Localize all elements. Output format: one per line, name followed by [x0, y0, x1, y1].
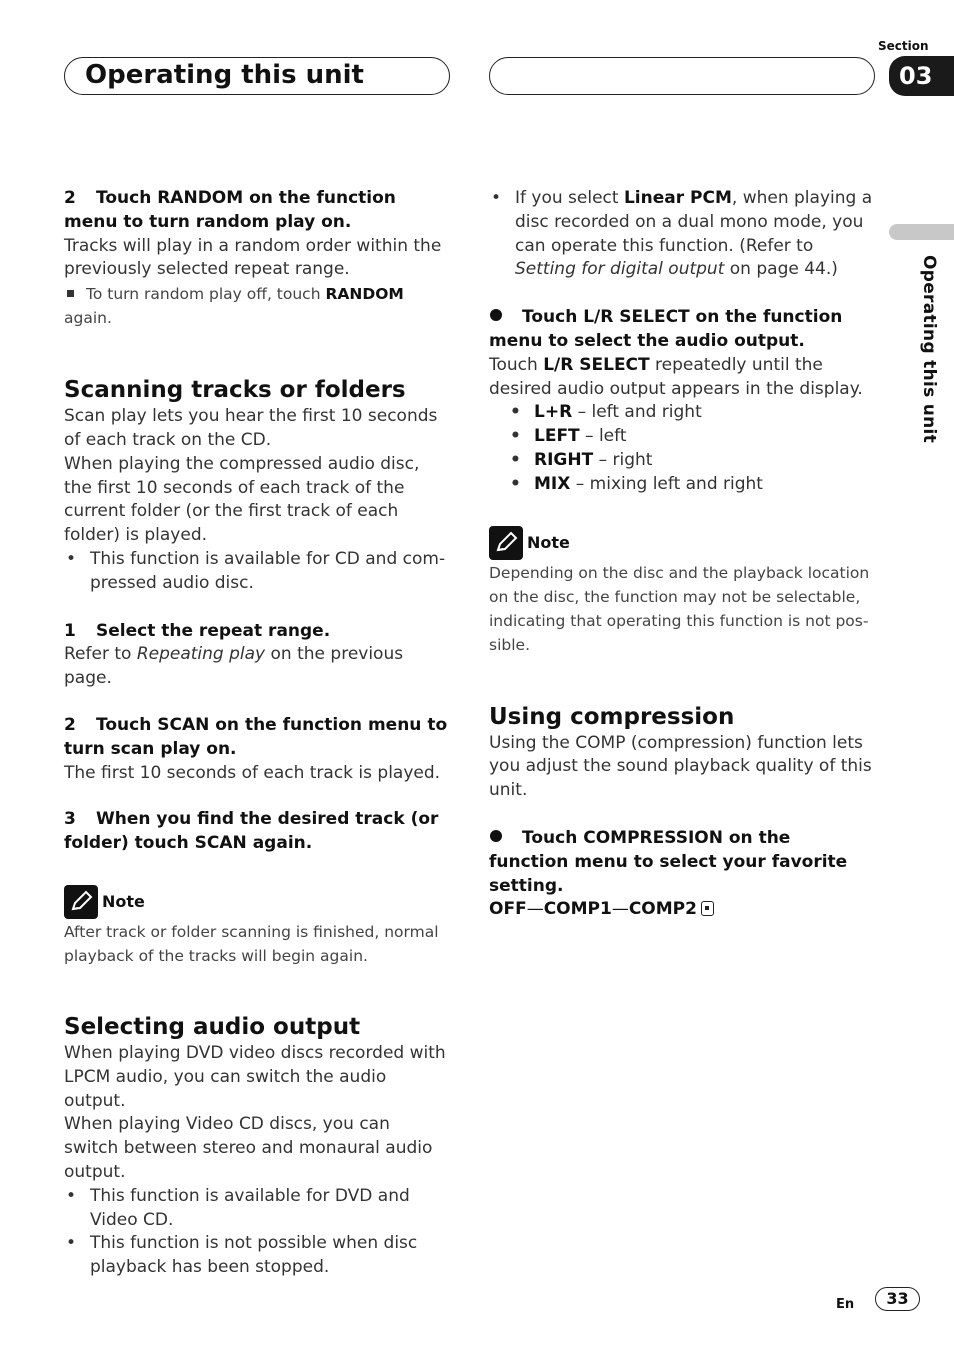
step-text: Touch RANDOM on the function menu to turn random play on. — [64, 188, 396, 232]
page-number: 33 — [875, 1287, 920, 1311]
scan-bullets — [64, 548, 448, 596]
step-text: When you find the desired track (or folder) touch SCAN again. — [64, 809, 439, 854]
step-number: 3 — [64, 809, 76, 830]
list-item: • LEFT – left — [489, 425, 873, 449]
note-label: Note — [527, 532, 570, 552]
list-item: • This function is available for DVD and Video CD. — [64, 1185, 448, 1233]
step-compression — [489, 827, 873, 898]
audio-bullets — [64, 1185, 448, 1280]
scan-paragraph-1: Scan play lets you hear the first 10 seconds of each track on the CD. — [64, 406, 438, 450]
audio-paragraph-2: When playing Video CD discs, you can switch between stereo and monaural audio output. — [64, 1114, 433, 1182]
scan-on-description: The first 10 seconds of each track is played. — [64, 762, 441, 783]
compression-heading: Using compression — [489, 703, 735, 730]
lpcm-bullets — [489, 187, 873, 282]
title-banner — [64, 57, 450, 95]
step-number: 2 — [64, 714, 76, 735]
section-number-badge: 03 — [889, 56, 954, 96]
step-scan-again — [64, 808, 448, 856]
list-item: • This function is not possible when disc playback has been stopped. — [64, 1232, 448, 1280]
section-label: Section — [878, 39, 929, 53]
step-random — [64, 187, 448, 235]
lr-description: Touch L/R SELECT repeatedly until the desired audio output appears in the display. — [489, 354, 863, 399]
pencil-note-icon — [489, 526, 523, 560]
audio-output-heading: Selecting audio output — [64, 1013, 361, 1040]
bullet-dot-icon — [490, 309, 502, 321]
note-text: Depending on the disc and the playback location on the disc, the function may not be selectable, indicating that operating this function is not pos-sible. — [489, 563, 870, 654]
language-label: En — [836, 1297, 855, 1312]
side-tab-marker — [889, 224, 954, 240]
audio-paragraph-1: When playing DVD video discs recorded with LPCM audio, you can switch the audio output. — [64, 1042, 446, 1111]
lr-options — [489, 401, 873, 496]
bullet-dot-icon — [490, 830, 502, 842]
step-text: Touch SCAN on the function menu to turn scan play on. — [64, 714, 448, 759]
step-select-repeat — [64, 620, 448, 644]
side-tab-label: Operating this unit — [919, 255, 939, 444]
list-item: • L+R – left and right — [489, 401, 873, 425]
compression-description: Using the COMP (compression) function lets you adjust the sound playback quality of this unit. — [489, 732, 872, 801]
compression-sequence: OFF—COMP1—COMP2 — [489, 898, 873, 922]
random-off-note: To turn random play off, touch RANDOM again. — [64, 285, 404, 328]
step-number: 1 — [64, 620, 76, 641]
step-lr-select — [489, 306, 873, 354]
list-item: • If you select Linear PCM, when playing a disc recorded on a dual mono mode, you can operate this function. (Refer to Setting for digital output on page 44.) — [489, 187, 873, 282]
step-text: Touch L/R SELECT on the function menu to select the audio output. — [489, 307, 843, 351]
end-mark-icon — [701, 901, 714, 916]
scan-heading: Scanning tracks or folders — [64, 377, 406, 404]
square-bullet-icon — [67, 290, 74, 297]
right-column — [489, 187, 873, 922]
scan-paragraph-2: When playing the compressed audio disc, the first 10 seconds of each track of the current folder (or the first track of each folder) is played. — [64, 453, 420, 546]
note-label: Note — [102, 892, 145, 912]
page-title: Operating this unit — [85, 60, 364, 90]
list-item: • RIGHT – right — [489, 449, 873, 473]
step-text: Touch COMPRESSION on the function menu to select your favorite setting. — [489, 827, 848, 896]
note-heading — [64, 885, 448, 919]
step-scan-on — [64, 714, 448, 762]
list-item: • MIX – mixing left and right — [489, 473, 873, 497]
select-repeat-description: Refer to Repeating play on the previous page. — [64, 644, 404, 689]
step-number: 2 — [64, 188, 76, 208]
list-item: • This function is available for CD and com-pressed audio disc. — [64, 548, 448, 596]
note-heading — [489, 526, 873, 560]
left-column — [64, 187, 448, 1280]
step-text: Select the repeat range. — [96, 620, 331, 641]
note-text: After track or folder scanning is finished, normal playback of the tracks will begin again. — [64, 922, 439, 965]
pencil-note-icon — [64, 885, 98, 919]
random-description: Tracks will play in a random order within the previously selected repeat range. — [64, 235, 442, 280]
header-empty-banner — [489, 57, 875, 95]
